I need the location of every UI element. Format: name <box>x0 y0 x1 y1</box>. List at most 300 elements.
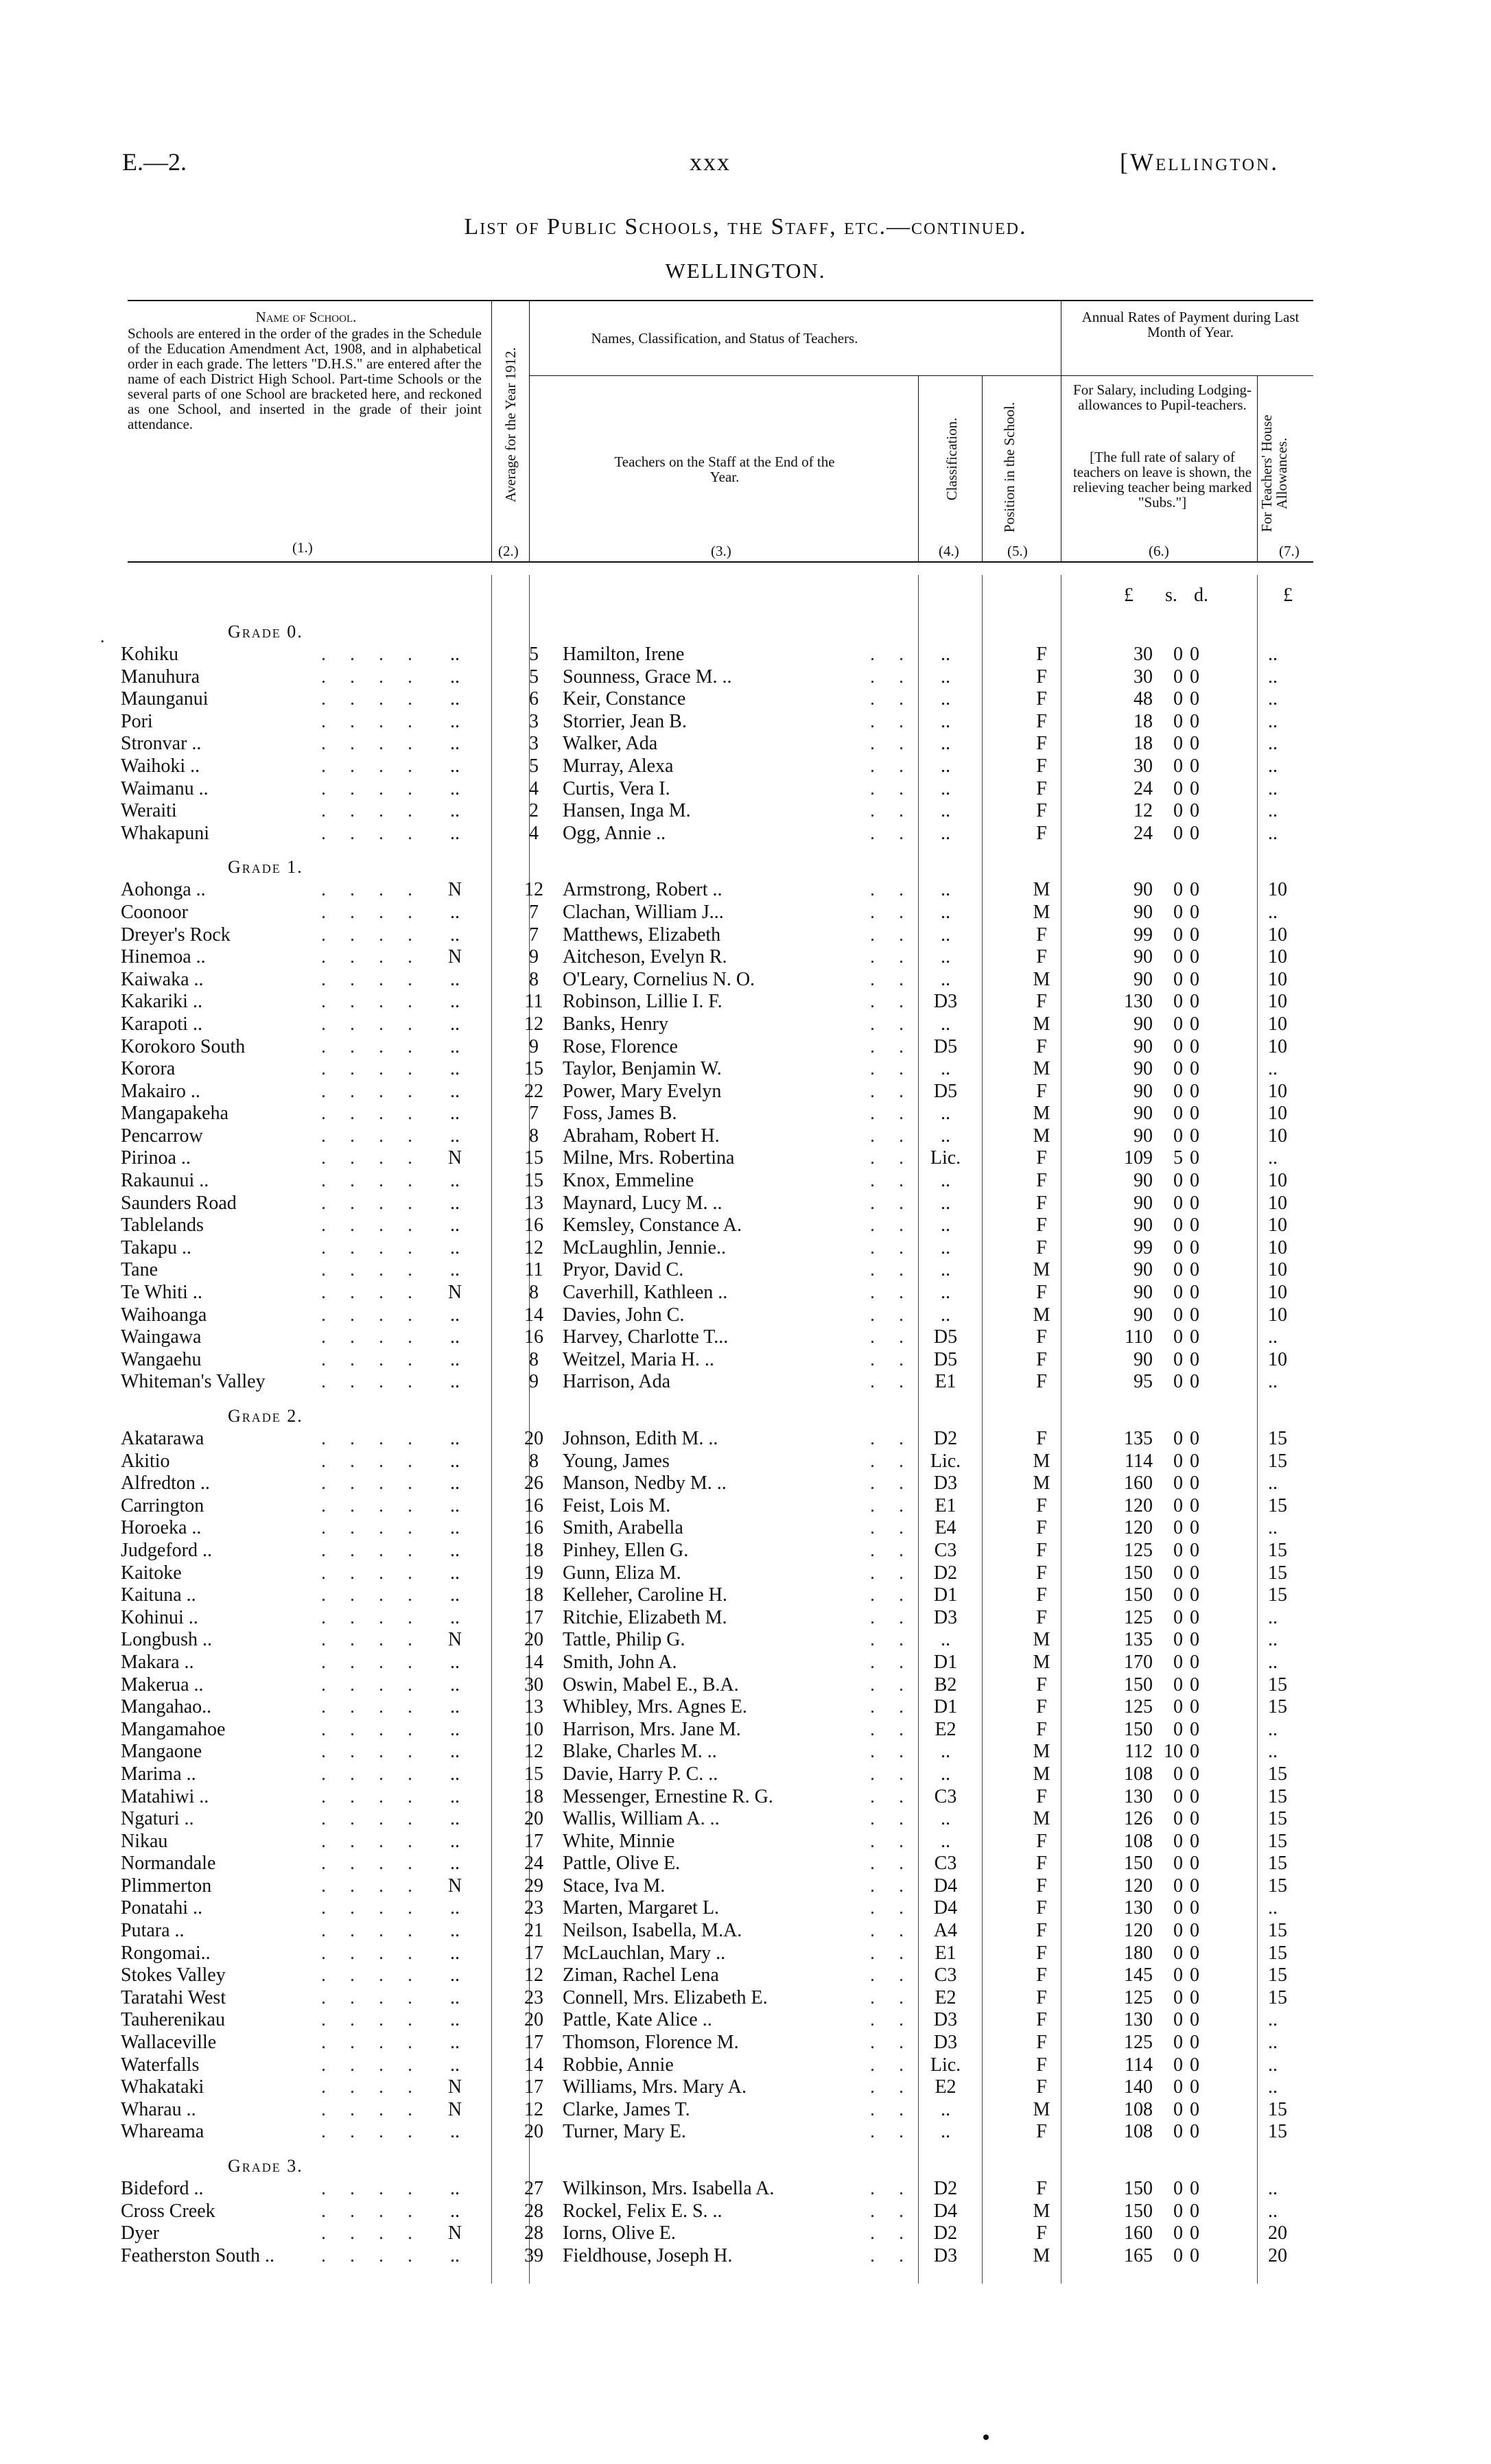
leader-dots: . . . . <box>321 1763 422 1785</box>
salary-shillings: 0 <box>1173 1875 1183 1897</box>
classification: .. <box>941 1808 950 1830</box>
salary-pounds: 110 <box>1125 1326 1153 1348</box>
position: M <box>1033 901 1050 923</box>
leader-dots: . . <box>870 1584 913 1606</box>
table-row <box>115 1147 1323 1170</box>
teacher-name: Harvey, Charlotte T... <box>563 1326 729 1348</box>
native-flag: N <box>447 946 462 968</box>
salary-shillings: 0 <box>1173 1494 1183 1516</box>
salary-pounds: 108 <box>1124 1830 1153 1852</box>
school-name: Coonoor <box>121 901 188 923</box>
table-row <box>115 1853 1323 1875</box>
house-allowance: 15 <box>1268 1853 1287 1875</box>
house-allowance: 10 <box>1268 946 1287 968</box>
grade-label: Grade 3. <box>228 2156 303 2176</box>
classification: .. <box>941 688 950 710</box>
leader-dots: . . . . <box>321 2244 422 2266</box>
house-allowance: 10 <box>1268 968 1287 990</box>
table-row <box>115 1215 1323 1237</box>
salary-shillings: 0 <box>1173 1674 1183 1696</box>
salary-shillings: 0 <box>1173 2222 1183 2244</box>
native-flag: .. <box>450 2009 460 2031</box>
classification: D2 <box>933 2222 958 2244</box>
salary-pounds: 160 <box>1124 1472 1153 1494</box>
leader-dots: . . . . <box>321 644 422 665</box>
leader-dots: . . <box>870 879 913 901</box>
salary-pounds: 108 <box>1124 1763 1153 1785</box>
house-allowance: .. <box>1268 1897 1278 1919</box>
teacher-name: Thomson, Florence M. <box>563 2032 739 2054</box>
position: M <box>1033 968 1050 990</box>
salary-pence: 0 <box>1190 1147 1199 1169</box>
salary-shillings: 5 <box>1173 1147 1183 1169</box>
table-row <box>115 1652 1323 1674</box>
table-row <box>115 902 1323 924</box>
table-row <box>115 1349 1323 1372</box>
position: F <box>1036 822 1047 844</box>
average-attendance: 20 <box>524 2121 543 2143</box>
salary-pence: 0 <box>1190 710 1199 732</box>
teacher-name: Davie, Harry P. C. .. <box>563 1763 718 1785</box>
salary-shillings: 0 <box>1173 2178 1183 2199</box>
salary-pounds: 120 <box>1124 1875 1153 1897</box>
table-row <box>115 1808 1323 1831</box>
native-flag: .. <box>450 1785 460 1807</box>
salary-pence: 0 <box>1190 800 1199 822</box>
salary-shillings: 0 <box>1173 968 1183 990</box>
table-row <box>115 1875 1323 1898</box>
leader-dots: . . <box>870 1853 913 1875</box>
native-flag: .. <box>450 1986 460 2008</box>
salary-shillings: 0 <box>1173 1606 1183 1628</box>
native-flag: .. <box>450 666 460 688</box>
average-attendance: 17 <box>524 1830 543 1852</box>
leader-dots: . . <box>870 1450 913 1472</box>
table-row <box>115 2222 1323 2245</box>
house-allowance: .. <box>1268 733 1278 755</box>
salary-shillings: 0 <box>1173 1236 1183 1258</box>
average-attendance: 9 <box>529 946 539 968</box>
salary-pence: 0 <box>1190 1428 1199 1449</box>
salary-pence: 0 <box>1190 1606 1199 1628</box>
salary-pence: 0 <box>1190 1562 1199 1584</box>
position: F <box>1036 1539 1047 1561</box>
salary-pence: 0 <box>1190 755 1199 777</box>
salary-shillings: 0 <box>1173 1785 1183 1807</box>
position: F <box>1036 1035 1047 1057</box>
salary-pence: 0 <box>1190 1853 1199 1875</box>
school-name: Mangahao.. <box>121 1696 212 1718</box>
house-allowance: .. <box>1268 822 1278 844</box>
average-attendance: 5 <box>529 666 539 688</box>
salary-pence: 0 <box>1190 666 1199 688</box>
classification: D2 <box>933 2178 958 2199</box>
average-attendance: 29 <box>524 1875 543 1897</box>
school-name: Hinemoa .. <box>121 946 206 968</box>
salary-shillings: 0 <box>1173 924 1183 946</box>
average-attendance: 14 <box>524 1651 543 1673</box>
house-allowance: 10 <box>1268 1035 1287 1057</box>
teacher-name: O'Leary, Cornelius N. O. <box>563 968 755 990</box>
school-name: Wangaehu <box>121 1348 202 1370</box>
salary-pence: 0 <box>1190 2200 1199 2222</box>
house-allowance: 15 <box>1268 1450 1287 1472</box>
salary-pounds: 24 <box>1134 777 1153 799</box>
position: F <box>1036 1080 1047 1102</box>
table-row <box>115 688 1323 711</box>
leader-dots: . . . . <box>321 2076 422 2098</box>
school-name: Makairo .. <box>121 1080 200 1102</box>
native-flag: .. <box>450 2178 460 2199</box>
leader-dots: . . <box>870 1371 913 1393</box>
teacher-name: Keir, Constance <box>563 688 686 710</box>
position: M <box>1033 879 1050 901</box>
leader-dots: . . <box>870 2178 913 2199</box>
school-name: Korokoro South <box>121 1035 246 1057</box>
classification: A4 <box>933 1920 958 1942</box>
average-attendance: 11 <box>524 1259 543 1281</box>
salary-shillings: 0 <box>1173 1942 1183 1964</box>
salary-pounds: 114 <box>1125 2054 1153 2076</box>
salary-pence: 0 <box>1190 1986 1199 2008</box>
house-allowance: 10 <box>1268 1125 1287 1147</box>
average-attendance: 20 <box>524 1808 543 1830</box>
classification: .. <box>941 1192 950 1214</box>
average-attendance: 14 <box>524 1304 543 1326</box>
school-name: Aohonga .. <box>121 879 206 901</box>
house-allowance: 15 <box>1268 1562 1287 1584</box>
teacher-name: Tattle, Philip G. <box>563 1629 685 1651</box>
salary-pounds: 99 <box>1134 924 1153 946</box>
district-title: WELLINGTON. <box>665 259 826 283</box>
position: F <box>1036 1428 1047 1449</box>
average-attendance: 5 <box>529 755 539 777</box>
salary-pounds: 12 <box>1134 800 1153 822</box>
classification: .. <box>941 901 950 923</box>
native-flag: .. <box>450 1853 460 1875</box>
leader-dots: . . <box>870 946 913 968</box>
native-flag: .. <box>450 1236 460 1258</box>
classification: .. <box>941 800 950 822</box>
salary-pounds: 90 <box>1134 1058 1153 1080</box>
native-flag: .. <box>450 755 460 777</box>
school-name: Taratahi West <box>121 1986 226 2008</box>
classification: D2 <box>933 1428 958 1449</box>
house-allowance: 15 <box>1268 1920 1287 1942</box>
salary-pence: 0 <box>1190 1674 1199 1696</box>
salary-pence: 0 <box>1190 2121 1199 2143</box>
salary-pence: 0 <box>1190 1371 1199 1393</box>
teacher-name: Davies, John C. <box>563 1304 685 1326</box>
school-name: Manuhura <box>121 666 200 688</box>
salary-pounds: 30 <box>1134 666 1153 688</box>
house-allowance: 15 <box>1268 1494 1287 1516</box>
school-name: Putara .. <box>121 1920 185 1942</box>
salary-pence: 0 <box>1190 733 1199 755</box>
teacher-name: Caverhill, Kathleen .. <box>563 1282 728 1304</box>
house-allowance: .. <box>1268 688 1278 710</box>
salary-pounds: 90 <box>1134 1259 1153 1281</box>
teacher-name: Blake, Charles M. .. <box>563 1741 717 1763</box>
teacher-name: Whibley, Mrs. Agnes E. <box>563 1696 747 1718</box>
salary-pounds: 125 <box>1124 1606 1153 1628</box>
teacher-name: Marten, Margaret L. <box>563 1897 720 1919</box>
table-row <box>115 1081 1323 1103</box>
school-name: Whiteman's Valley <box>121 1371 266 1393</box>
teacher-name: Banks, Henry <box>563 1013 668 1035</box>
position: F <box>1036 1147 1047 1169</box>
classification: .. <box>941 1125 950 1147</box>
average-attendance: 17 <box>524 2032 543 2054</box>
salary-shillings: 0 <box>1173 1215 1183 1236</box>
teacher-name: Stace, Iva M. <box>563 1875 666 1897</box>
teacher-name: White, Minnie <box>563 1830 675 1852</box>
leader-dots: . . . . <box>321 1472 422 1494</box>
table-row <box>115 1472 1323 1495</box>
average-attendance: 7 <box>529 924 539 946</box>
salary-shillings: 0 <box>1173 1651 1183 1673</box>
teacher-name: Aitcheson, Evelyn R. <box>563 946 727 968</box>
classification: .. <box>941 1013 950 1035</box>
classification: Lic. <box>930 1450 961 1472</box>
leader-dots: . . <box>870 1259 913 1281</box>
school-name: Longbush .. <box>121 1629 212 1651</box>
house-allowance: 15 <box>1268 1986 1287 2008</box>
leader-dots: . . . . <box>321 1103 422 1125</box>
leader-dots: . . <box>870 1763 913 1785</box>
average-attendance: 12 <box>524 1013 543 1035</box>
position: F <box>1036 2222 1047 2244</box>
house-allowance: .. <box>1268 1629 1278 1651</box>
native-flag: .. <box>450 1517 460 1539</box>
average-attendance: 19 <box>524 1562 543 1584</box>
table-row <box>115 2178 1323 2201</box>
leader-dots: . . <box>870 1147 913 1169</box>
school-name: Kohinui .. <box>121 1606 198 1628</box>
salary-pence: 0 <box>1190 2009 1199 2031</box>
average-attendance: 20 <box>524 1629 543 1651</box>
native-flag: .. <box>450 968 460 990</box>
house-allowance: 15 <box>1268 1785 1287 1807</box>
salary-pence: 0 <box>1190 1125 1199 1147</box>
leader-dots: . . . . <box>321 688 422 710</box>
classification: D5 <box>933 1326 958 1348</box>
school-name: Ngaturi .. <box>121 1808 194 1830</box>
leader-dots: . . <box>870 1785 913 1807</box>
table-row <box>115 1259 1323 1282</box>
salary-pounds: 90 <box>1134 1103 1153 1125</box>
school-name: Tane <box>121 1259 159 1281</box>
average-attendance: 4 <box>529 777 539 799</box>
leader-dots: . . <box>870 1282 913 1304</box>
leader-dots: . . <box>870 2009 913 2031</box>
school-name: Whareama <box>121 2121 204 2143</box>
leader-dots: . . . . <box>321 1259 422 1281</box>
school-name: Dyer <box>121 2222 159 2244</box>
position: F <box>1036 1785 1047 1807</box>
leader-dots: . . . . <box>321 1348 422 1370</box>
classification: .. <box>941 1304 950 1326</box>
grade-heading <box>115 1394 1323 1428</box>
leader-dots: . . . . <box>321 1236 422 1258</box>
native-flag: .. <box>450 1897 460 1919</box>
house-allowance: 10 <box>1268 1215 1287 1236</box>
house-allowance: 10 <box>1268 1080 1287 1102</box>
school-name: Alfredton .. <box>121 1472 210 1494</box>
salary-pounds: 112 <box>1125 1741 1153 1763</box>
average-attendance: 28 <box>524 2222 543 2244</box>
house-allowance-column-number: (7.) <box>1279 543 1300 559</box>
salary-shillings: 0 <box>1173 688 1183 710</box>
leader-dots: . . . . <box>321 1785 422 1807</box>
position: F <box>1036 800 1047 822</box>
leader-dots: . . <box>870 1808 913 1830</box>
classification: E1 <box>935 1942 956 1964</box>
leader-dots: . . . . <box>321 1964 422 1986</box>
salary-pounds: 90 <box>1134 1304 1153 1326</box>
classification: .. <box>941 1629 950 1651</box>
table-row <box>115 2201 1323 2223</box>
classification: .. <box>941 1215 950 1236</box>
teacher-name: Clarke, James T. <box>563 2098 690 2120</box>
classification: D5 <box>933 1080 958 1102</box>
salary-shillings: 0 <box>1173 1763 1183 1785</box>
salary-pounds: 108 <box>1124 2121 1153 2143</box>
house-allowance: 15 <box>1268 1696 1287 1718</box>
leader-dots: . . <box>870 1472 913 1494</box>
classification: .. <box>941 2098 950 2120</box>
leader-dots: . . . . <box>321 901 422 923</box>
position: F <box>1036 2076 1047 2098</box>
classification: .. <box>941 1058 950 1080</box>
house-allowance: .. <box>1268 1326 1278 1348</box>
salary-pence: 0 <box>1190 991 1199 1013</box>
table-row <box>115 666 1323 689</box>
table-row <box>115 2076 1323 2099</box>
classification: .. <box>941 2121 950 2143</box>
salary-pounds: 90 <box>1134 879 1153 901</box>
house-allowance: .. <box>1268 710 1278 732</box>
leader-dots: . . . . <box>321 991 422 1013</box>
teacher-name: Williams, Mrs. Mary A. <box>563 2076 747 2098</box>
leader-dots: . . <box>870 1236 913 1258</box>
salary-shillings: 0 <box>1173 1562 1183 1584</box>
teacher-name: Ziman, Rachel Lena <box>563 1964 719 1986</box>
native-flag: .. <box>450 1830 460 1852</box>
school-name: Wharau .. <box>121 2098 196 2120</box>
average-attendance: 2 <box>529 800 539 822</box>
leader-dots: . . . . <box>321 1304 422 1326</box>
salary-pounds: 150 <box>1124 1584 1153 1606</box>
position: F <box>1036 1986 1047 2008</box>
classification: D5 <box>933 1348 958 1370</box>
salary-pounds: 90 <box>1134 1170 1153 1192</box>
salary-pence: 0 <box>1190 1763 1199 1785</box>
house-allowance: .. <box>1268 2178 1278 2199</box>
teacher-name: Fieldhouse, Joseph H. <box>563 2244 733 2266</box>
table-row <box>115 2054 1323 2077</box>
table-row <box>115 2121 1323 2144</box>
classification: D3 <box>933 2244 958 2266</box>
salary-shillings: 0 <box>1173 1192 1183 1214</box>
position: F <box>1036 946 1047 968</box>
salary-pence: 0 <box>1190 1964 1199 1986</box>
position-column-number: (5.) <box>1007 543 1028 559</box>
salary-pence: 0 <box>1190 1942 1199 1964</box>
salary-column-number: (6.) <box>1149 543 1169 559</box>
school-name: Pirinoa .. <box>121 1147 191 1169</box>
school-name: Whakapuni <box>121 822 210 844</box>
salary-shillings: 0 <box>1173 1472 1183 1494</box>
table-row <box>115 879 1323 902</box>
position: F <box>1036 1696 1047 1718</box>
native-flag: .. <box>450 1942 460 1964</box>
classification: D3 <box>933 2009 958 2031</box>
native-flag: .. <box>450 710 460 732</box>
school-name: Weraiti <box>121 800 177 822</box>
salary-pounds: 130 <box>1124 1897 1153 1919</box>
leader-dots: . . <box>870 2054 913 2076</box>
teacher-name: Ogg, Annie .. <box>563 822 666 844</box>
position-column-title: Position in the School. <box>1001 401 1018 533</box>
salary-pence: 0 <box>1190 1103 1199 1125</box>
table-row <box>115 1987 1323 2010</box>
average-attendance: 7 <box>529 901 539 923</box>
classification: .. <box>941 822 950 844</box>
leader-dots: . . . . <box>321 1606 422 1628</box>
table-row <box>115 1495 1323 1518</box>
salary-pence: 0 <box>1190 901 1199 923</box>
leader-dots: . . <box>870 1920 913 1942</box>
leader-dots: . . <box>870 1428 913 1449</box>
house-allowance: .. <box>1268 2009 1278 2031</box>
leader-dots: . . <box>870 1517 913 1539</box>
salary-shillings: 0 <box>1173 1428 1183 1449</box>
average-attendance: 7 <box>529 1103 539 1125</box>
salary-pounds: 125 <box>1124 1986 1153 2008</box>
salary-shillings: 0 <box>1173 1897 1183 1919</box>
classification-column-title: Classification. <box>943 417 960 501</box>
leader-dots: . . <box>870 1215 913 1236</box>
classification: D1 <box>933 1584 958 1606</box>
house-allowance: .. <box>1268 1517 1278 1539</box>
school-name: Judgeford .. <box>121 1539 212 1561</box>
salary-pence: 0 <box>1190 1629 1199 1651</box>
classification: D5 <box>933 1035 958 1057</box>
salary-pence: 0 <box>1190 924 1199 946</box>
average-attendance: 8 <box>529 1282 539 1304</box>
salary-pounds: 30 <box>1134 644 1153 665</box>
house-allowance: 15 <box>1268 1674 1287 1696</box>
house-allowance: .. <box>1268 1058 1278 1080</box>
average-column-number: (2.) <box>498 543 519 559</box>
salary-pence: 0 <box>1190 1785 1199 1807</box>
position: F <box>1036 1215 1047 1236</box>
leader-dots: . . . . <box>321 1674 422 1696</box>
leader-dots: . . <box>870 710 913 732</box>
leader-dots: . . . . <box>321 1875 422 1897</box>
table-row <box>115 1013 1323 1036</box>
table-row <box>115 823 1323 845</box>
teacher-name: Abraham, Robert H. <box>563 1125 720 1147</box>
average-attendance: 16 <box>524 1494 543 1516</box>
position: F <box>1036 2121 1047 2143</box>
leader-dots: . . <box>870 968 913 990</box>
salary-pence: 0 <box>1190 1170 1199 1192</box>
leader-dots: . . . . <box>321 2222 422 2244</box>
salary-pounds: 120 <box>1124 1494 1153 1516</box>
leader-dots: . . <box>870 1897 913 1919</box>
